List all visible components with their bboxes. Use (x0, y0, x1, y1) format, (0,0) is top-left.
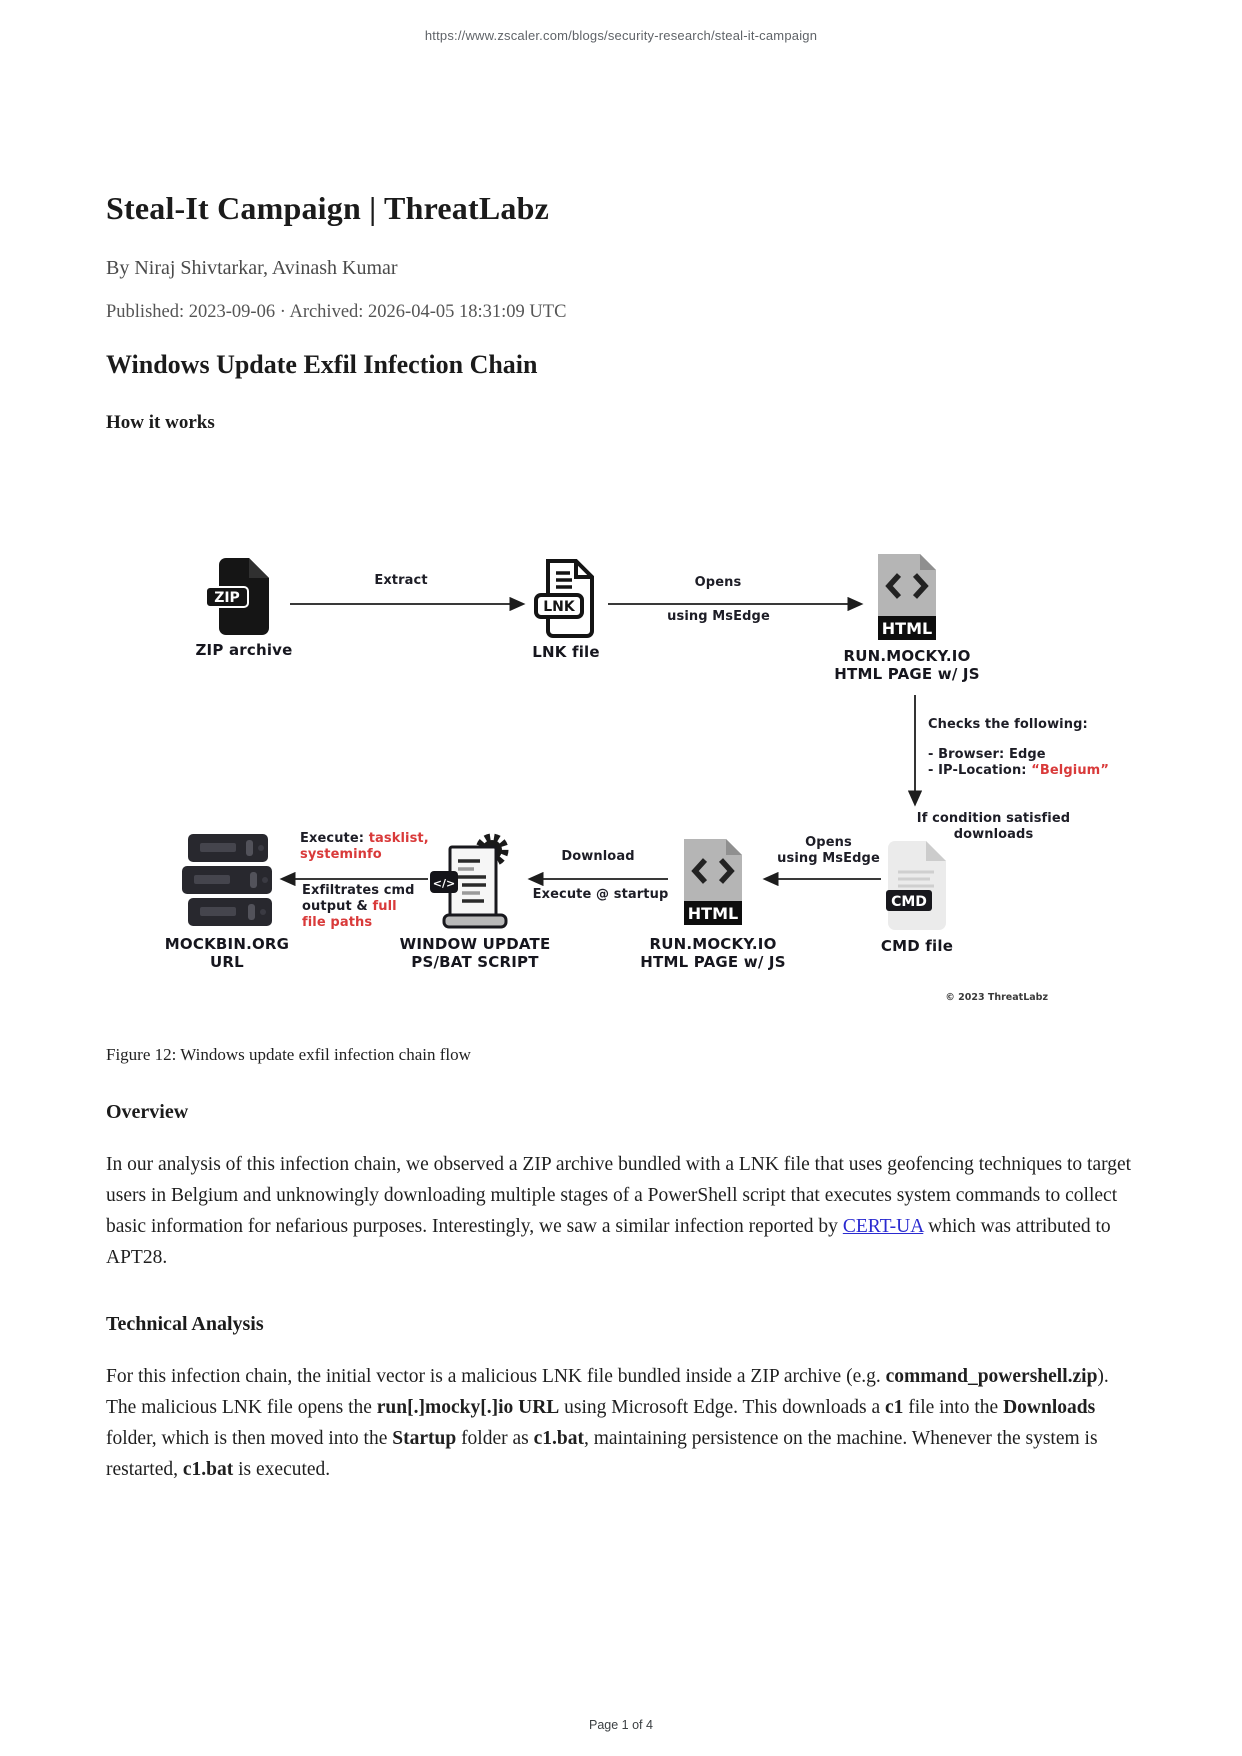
text-segment: folder as (456, 1428, 534, 1449)
page-title: Steal-It Campaign | ThreatLabz (106, 190, 549, 226)
checks-label: Checks the following: - Browser: Edge - IP-Location: “Belgium” (928, 717, 1109, 778)
text-segment: c1.bat (533, 1428, 584, 1449)
cert-ua-link[interactable]: CERT-UA (842, 1216, 924, 1237)
text-segment: is executed. (233, 1459, 331, 1480)
lnk-badge-text: LNK (543, 599, 575, 615)
diagram-copyright: © 2023 ThreatLabz (945, 992, 1048, 1003)
print-header-url: https://www.zscaler.com/blogs/security-research/steal-it-campaign (424, 28, 818, 43)
section-heading: Windows Update Exfil Infection Chain (106, 350, 538, 379)
html-file-icon-2 (680, 837, 746, 935)
execute-commands-label (300, 831, 440, 863)
exfiltrate-label (302, 883, 424, 931)
text-segment: using Microsoft Edge. This downloads a (559, 1397, 885, 1418)
overview-heading: Overview (106, 1101, 189, 1123)
technical-analysis-heading: Technical Analysis (106, 1313, 264, 1335)
text-segment: Exfiltrates cmd output & (302, 883, 415, 914)
page-number: Page 1 of 4 (589, 1718, 653, 1732)
zip-caption: ZIP archive (195, 641, 293, 659)
text-segment: file into the (903, 1397, 1004, 1418)
condition-label: If condition satisfied downloads (916, 811, 1071, 842)
text-segment: Startup (392, 1428, 457, 1449)
lnk-caption: LNK file (532, 643, 600, 661)
text-segment: full file paths (302, 899, 397, 930)
text-segment: Downloads (1003, 1397, 1096, 1418)
html-file-icon (874, 554, 940, 648)
extract-label: Extract (374, 573, 428, 588)
opens2-label: Opens using MsEdge (777, 835, 880, 866)
opens-label: Opens (694, 575, 742, 590)
text-segment: tasklist, systeminfo (300, 831, 429, 862)
byline: By Niraj Shivtarkar, Avinash Kumar (106, 257, 398, 279)
text-segment: , maintaining persistence on the machine. Whenever the system is restarted, (106, 1428, 1098, 1480)
html1-caption: RUN.MOCKY.IO HTML PAGE w/ JS (834, 647, 980, 683)
zip-badge-text: ZIP (214, 590, 240, 606)
lnk-file-icon (530, 559, 602, 645)
html2-badge-text: HTML (687, 904, 739, 923)
technical-paragraph (106, 1361, 1138, 1485)
text-segment: folder, which is then moved into the (106, 1428, 393, 1449)
text-segment: command_powershell.zip (885, 1366, 1098, 1387)
belgium-value: “Belgium” (1031, 763, 1109, 778)
text-segment: c1.bat (182, 1459, 234, 1480)
html1-badge-text: HTML (881, 619, 933, 638)
download-label: Download (561, 849, 635, 864)
figure-caption: Figure 12: Windows update exfil infection chain flow (106, 1045, 471, 1064)
cmd-caption: CMD file (880, 937, 954, 955)
text-segment: which was attributed to APT28. (106, 1216, 1111, 1268)
article-content (106, 0, 1138, 1485)
server-icon (180, 834, 274, 935)
overview-paragraph (106, 1149, 1138, 1273)
script-badge-text: </> (432, 877, 456, 890)
execute-startup-label: Execute @ startup (532, 887, 669, 902)
published-meta: Published: 2023-09-06 · Archived: 2026-04-05 18:31:09 UTC (106, 302, 567, 322)
how-it-works-heading: How it works (106, 412, 215, 433)
using-msedge-label: using MsEdge (667, 609, 770, 624)
text-segment: Execute: (300, 831, 369, 846)
script-icon (430, 833, 520, 935)
infection-chain-diagram (106, 497, 1138, 1017)
text-segment: ). The malicious LNK file opens the (106, 1366, 1109, 1418)
zip-file-icon (205, 557, 283, 641)
script-caption: WINDOW UPDATE PS/BAT SCRIPT (399, 935, 551, 971)
html2-caption: RUN.MOCKY.IO HTML PAGE w/ JS (640, 935, 786, 971)
text-segment: For this infection chain, the initial vector is a malicious LNK file bundled inside a ZIP archive (e.g. (106, 1366, 886, 1387)
text-segment: In our analysis of this infection chain, we observed a ZIP archive bundled with a LNK file that uses geofencing techniques to target users in Belgium and unknowingly downloading multiple stages of a PowerShell script that executes system commands to collect basic information for nefarious purposes. Interestingly, we saw a similar infection reported by (106, 1154, 1132, 1237)
server-caption: MOCKBIN.ORG URL (164, 935, 290, 971)
text-segment: c1 (885, 1397, 904, 1418)
text-segment: run[.]mocky[.]io URL (376, 1397, 560, 1418)
cmd-badge-text: CMD (891, 894, 927, 910)
